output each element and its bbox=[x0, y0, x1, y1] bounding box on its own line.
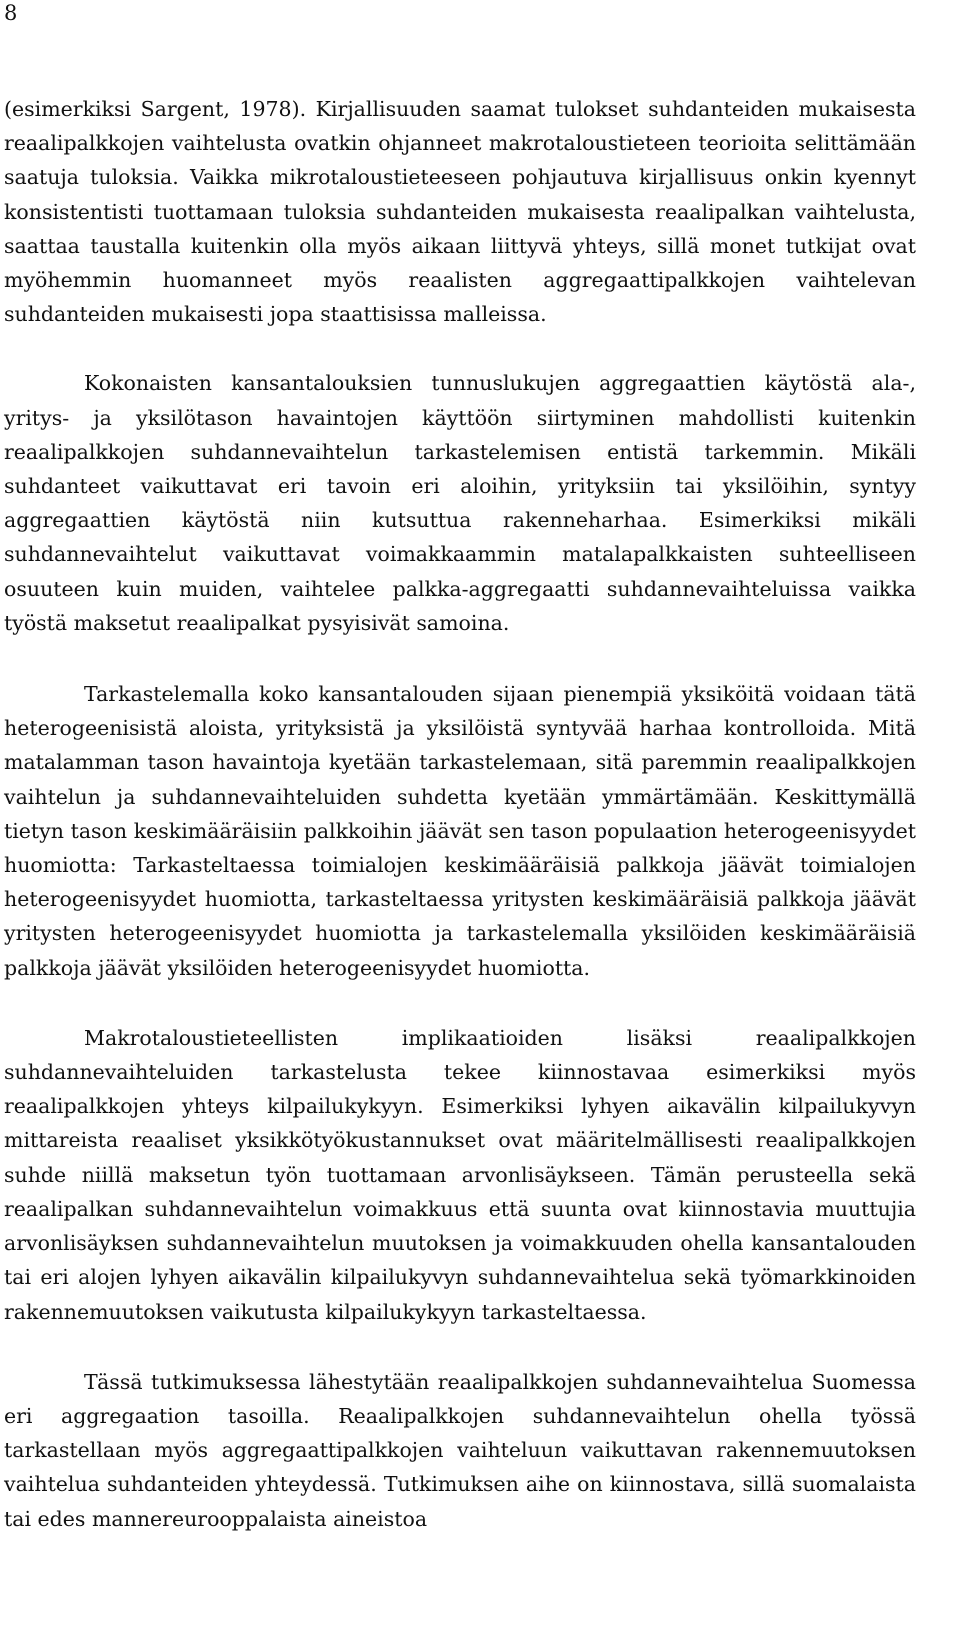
document-body bbox=[4, 92, 916, 1536]
paragraph-5: Tässä tutkimuksessa lähestytään reaalipalkkojen suhdannevaihtelua Suomessa eri aggregaation tasoilla. Reaalipalkkojen suhdannevaihtelun ohella työssä tarkastellaan myös aggregaattipalkkojen vaihteluun vaikuttavan rakennemuutoksen vaihtelua suhdanteiden yhteydessä. Tutkimuksen aihe on kiinnostava, sillä suomalaista tai edes mannereurooppalaista aineistoa bbox=[4, 1369, 916, 1531]
paragraph-2: Kokonaisten kansantalouksien tunnuslukujen aggregaattien käytöstä ala-, yritys- ja yksilötason havaintojen käyttöön siirtyminen mahdollisti kuitenkin reaalipalkkojen suhdannevaihtelun tarkastelemisen entistä tarkemmin. Mikäli suhdanteet vaikuttavat eri tavoin eri aloihin, yrityksiin tai yksilöihin, syntyy aggregaattien käytöstä niin kutsuttua rakenneharhaa. Esimerkiksi mikäli suhdannevaihtelut vaikuttavat voimakkaammin matalapalkkaisten suhteelliseen osuuteen kuin muiden, vaihtelee palkka-aggregaatti suhdannevaihteluissa vaikka työstä maksetut reaalipalkat pysyisivät samoina. bbox=[4, 371, 916, 635]
paragraph-3: Tarkastelemalla koko kansantalouden sijaan pienempiä yksiköitä voidaan tätä heterogeenisistä aloista, yrityksistä ja yksilöistä syntyvää harhaa kontrolloida. Mitä matalamman tason havaintoja kyetään tarkastelemaan, sitä paremmin reaalipalkkojen vaihtelun ja suhdannevaihteluiden suhdetta kyetään ymmärtämään. Keskittymällä tietyn tason keskimääräisiin palkkoihin jäävät sen tason populaation heterogeenisyydet huomiotta: Tarkasteltaessa toimialojen keskimääräisiä palkkoja jäävät toimialojen heterogeenisyydet huomiotta, tarkasteltaessa yritysten keskimääräisiä palkkoja jäävät yritysten heterogeenisyydet huomiotta ja tarkastelemalla yksilöiden keskimääräisiä palkkoja jäävät yksilöiden heterogeenisyydet huomiotta. bbox=[4, 682, 916, 980]
paragraph-4: Makrotaloustieteellisten implikaatioiden lisäksi reaalipalkkojen suhdannevaihteluiden tarkastelusta tekee kiinnostavaa esimerkiksi myös reaalipalkkojen yhteys kilpailukykyyn. Esimerkiksi lyhyen aikavälin kilpailukyvyn mittareista reaaliset yksikkötyökustannukset ovat määritelmällisesti reaalipalkkojen suhde niillä maksetun työn tuottamaan arvonlisäykseen. Tämän perusteella sekä reaalipalkan suhdannevaihtelun voimakkuus että suunta ovat kiinnostavia muuttujia arvonlisäyksen suhdannevaihtelun muutoksen ja voimakkuuden ohella kansantalouden tai eri alojen lyhyen aikavälin kilpailukyvyn suhdannevaihtelua sekä työmarkkinoiden rakennemuutoksen vaikutusta kilpailukykyyn tarkasteltaessa. bbox=[4, 1025, 916, 1324]
paragraph-1: (esimerkiksi Sargent, 1978). Kirjallisuuden saamat tulokset suhdanteiden mukaisesta reaalipalkkojen vaihtelusta ovatkin ohjanneet makrotaloustieteen teorioita selittämään saatuja tuloksia. Vaikka mikrotaloustieteeseen pohjautuva kirjallisuus onkin kyennyt konsistentisti tuottamaan tuloksia suhdanteiden mukaisesta reaalipalkan vaihtelusta, saattaa taustalla kuitenkin olla myös aikaan liittyvä yhteys, sillä monet tutkijat ovat myöhemmin huomanneet myös reaalisten aggregaattipalkkojen vaihtelevan suhdanteiden mukaisesti jopa staattisissa malleissa. bbox=[4, 97, 916, 327]
page-number: 8 bbox=[4, 1, 18, 25]
